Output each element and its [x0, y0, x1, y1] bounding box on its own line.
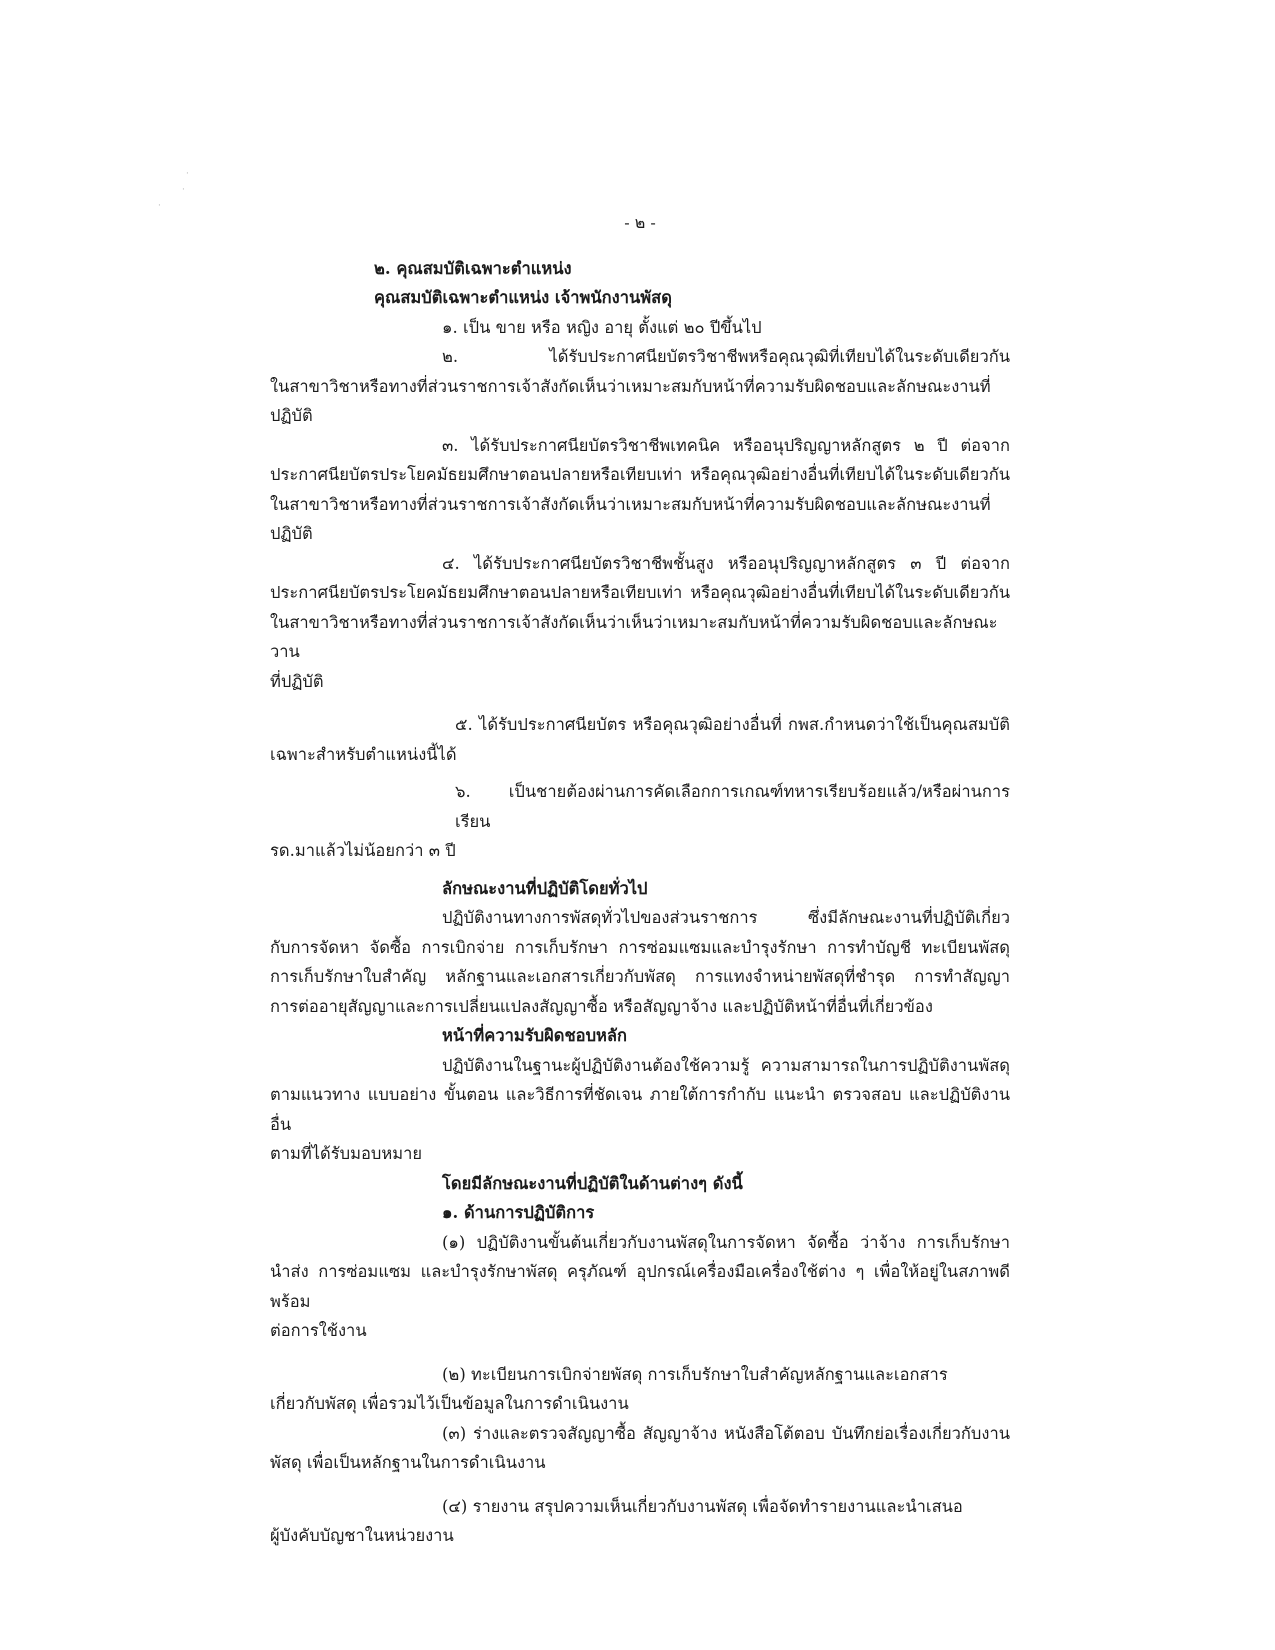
qualification-1: ๑. เป็น ขาย หรือ หญิง อายุ ตั้งแต่ ๒๐ ปีขึ้นไป: [442, 317, 762, 337]
qualification-3-cont: ในสาขาวิชาหรือทางที่ส่วนราชการเจ้าสังกัดเห็นว่าเหมาะสมกับหน้าที่ความรับผิดชอบและลักษณะงานที่ปฏิบัติ: [270, 494, 991, 543]
task-3: (๓) ร่างและตรวจสัญญาซื้อ สัญญาจ้าง หนังสือโต้ตอบ บันทึกย่อเรื่องเกี่ยวกับงาน: [442, 1423, 1010, 1443]
duties-line: ปฏิบัติงานในฐานะผู้ปฏิบัติงานต้องใช้ความรู้ ความสามารถในการปฏิบัติงานพัสดุ: [442, 1055, 1010, 1075]
qualification-4-cont: ที่ปฏิบัติ: [270, 671, 324, 691]
qualification-4-cont: ประกาศนียบัตรประโยคมัธยมศึกษาตอนปลายหรือเทียบเท่า หรือคุณวุฒิอย่างอื่นที่เทียบได้ในระดับเดียวกัน: [270, 583, 1010, 602]
task-4: (๔) รายงาน สรุปความเห็นเกี่ยวกับงานพัสดุ เพื่อจัดทำรายงานและนำเสนอ: [442, 1496, 963, 1516]
section-title: ๒. คุณสมบัติเฉพาะตำแหน่ง: [374, 258, 572, 278]
areas-heading: โดยมีลักษณะงานที่ปฏิบัติในด้านต่างๆ ดังนี้: [442, 1173, 743, 1193]
general-line: กับการจัดหา จัดซื้อ การเบิกจ่าย การเก็บรักษา การซ่อมแซมและบำรุงรักษา การทำบัญชี ทะเบียนพัสดุ: [270, 937, 1010, 957]
general-line: การต่ออายุสัญญาและการเปลี่ยนแปลงสัญญาซื้อ หรือสัญญาจ้าง และปฏิบัติหน้าที่อื่นที่เกี่ยวข้อง: [270, 996, 933, 1016]
document-body: [270, 208, 1010, 1551]
qualification-4: ๔. ได้รับประกาศนียบัตรวิชาชีพชั้นสูง หรืออนุปริญญาหลักสูตร ๓ ปี ต่อจาก: [442, 553, 1010, 573]
page-number: - ๒ -: [624, 213, 656, 232]
general-line: การเก็บรักษาใบสำคัญ หลักฐานและเอกสารเกี่ยวกับพัสดุ การแทงจำหน่ายพัสดุที่ชำรุด การทำสัญญา: [270, 967, 1010, 986]
qualification-3: ๓. ได้รับประกาศนียบัตรวิชาชีพเทคนิค หรืออนุปริญญาหลักสูตร ๒ ปี ต่อจาก: [442, 435, 1010, 455]
qualification-5-cont: เฉพาะสำหรับตำแหน่งนี้ได้: [270, 744, 457, 764]
duties-line: ตามแนวทาง แบบอย่าง ขั้นตอน และวิธีการที่ชัดเจน ภายใต้การกำกับ แนะนำ ตรวจสอบ และปฏิบัติงานอื่น: [270, 1085, 1010, 1134]
scan-speck: ·: [182, 185, 185, 195]
qualification-4-cont: ในสาขาวิชาหรือทางที่ส่วนราชการเจ้าสังกัดเห็นว่าเห็นว่าเหมาะสมกับหน้าที่ความรับผิดชอบและลักษณะวาน: [270, 612, 998, 661]
general-heading: ลักษณะงานที่ปฏิบัติโดยทั่วไป: [442, 878, 648, 898]
qualification-6-cont: รด.มาแล้วไม่น้อยกว่า ๓ ปี: [270, 841, 456, 860]
task-1-cont: นำส่ง การซ่อมแซม และบำรุงรักษาพัสดุ ครุภัณฑ์ อุปกรณ์เครื่องมือเครื่องใช้ต่าง ๆ เพื่อให้อยู่ในสภาพดีพร้อม: [270, 1262, 1010, 1311]
duties-line: ตามที่ได้รับมอบหมาย: [270, 1144, 423, 1163]
task-3-cont: พัสดุ เพื่อเป็นหลักฐานในการดำเนินงาน: [270, 1453, 546, 1472]
qualification-3-cont: ประกาศนียบัตรประโยคมัธยมศึกษาตอนปลายหรือเทียบเท่า หรือคุณวุฒิอย่างอื่นที่เทียบได้ในระดับเดียวกัน: [270, 465, 1010, 484]
qualification-2: ๒. ได้รับประกาศนียบัตรวิชาชีพหรือคุณวุฒิที่เทียบได้ในระดับเดียวกัน: [442, 347, 1010, 366]
area-1-heading: ๑. ด้านการปฏิบัติการ: [442, 1203, 595, 1222]
position-title: คุณสมบัติเฉพาะตำแหน่ง เจ้าพนักงานพัสดุ: [374, 288, 672, 307]
scan-speck: ·: [158, 201, 161, 211]
qualification-5: ๕. ได้รับประกาศนียบัตร หรือคุณวุฒิอย่างอื่นที่ กพส.กำหนดว่าใช้เป็นคุณสมบัติ: [455, 715, 1010, 734]
general-line: ปฏิบัติงานทางการพัสดุทั่วไปของส่วนราชการ ซึ่งมีลักษณะงานที่ปฏิบัติเกี่ยว: [442, 908, 1010, 927]
qualification-2-cont: ในสาขาวิชาหรือทางที่ส่วนราชการเจ้าสังกัดเห็นว่าเหมาะสมกับหน้าที่ความรับผิดชอบและลักษณะงานที่ปฏิบัติ: [270, 376, 991, 425]
task-1: (๑) ปฏิบัติงานขั้นต้นเกี่ยวกับงานพัสดุในการจัดหา จัดซื้อ ว่าจ้าง การเก็บรักษา: [442, 1232, 1010, 1252]
task-2: (๒) ทะเบียนการเบิกจ่ายพัสดุ การเก็บรักษาใบสำคัญหลักฐานและเอกสาร: [442, 1364, 948, 1384]
task-4-cont: ผู้บังคับบัญชาในหน่วยงาน: [270, 1526, 454, 1545]
task-1-cont: ต่อการใช้งาน: [270, 1321, 367, 1340]
qualification-6: ๖. เป็นชายต้องผ่านการคัดเลือกการเกณฑ์ทหารเรียบร้อยแล้ว/หรือผ่านการเรียน: [455, 782, 1010, 831]
scan-speck: ·: [186, 169, 189, 179]
duties-heading: หน้าที่ความรับผิดชอบหลัก: [442, 1026, 628, 1045]
task-2-cont: เกี่ยวกับพัสดุ เพื่อรวมไว้เป็นข้อมูลในการดำเนินงาน: [270, 1394, 629, 1413]
